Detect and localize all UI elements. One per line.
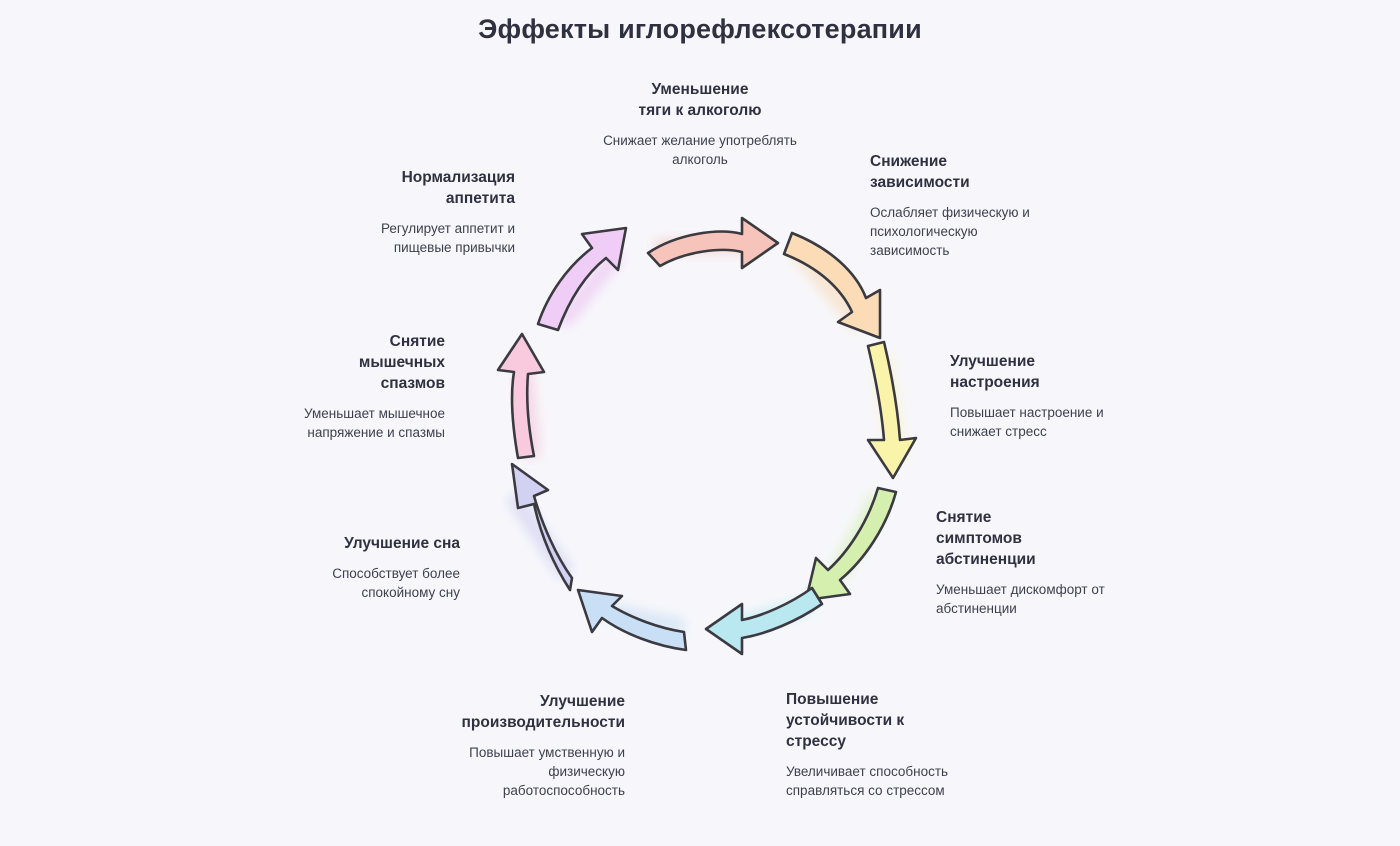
arrow-mood [868, 342, 916, 478]
node-stress-label: Повышение устойчивости к стрессу [786, 691, 905, 750]
node-spasm [300, 332, 445, 443]
node-stress [786, 690, 966, 801]
page-title: Эффекты иглорефлексотерапии [478, 14, 922, 44]
node-craving [600, 80, 800, 170]
arrow-stress [706, 588, 822, 654]
node-withdrawal [936, 508, 1121, 619]
node-performance [430, 692, 625, 801]
node-craving-label: Уменьшение тяги к алкоголю [638, 81, 762, 119]
node-withdrawal-label: Снятие симптомов абстиненции [936, 509, 1036, 568]
node-dependence-label: Снижение зависимости [870, 153, 970, 191]
node-dependence [870, 152, 1060, 261]
node-spasm-label: Снятие мышечных спазмов [358, 333, 445, 392]
node-spasm-desc: Уменьшает мышечное напряжение и спазмы [304, 405, 445, 440]
node-mood-desc: Повышает настроение и снижает стресс [950, 404, 1104, 439]
arrow-withdrawal [806, 488, 896, 600]
node-sleep [290, 534, 460, 603]
node-mood-label: Улучшение настроения [950, 353, 1040, 391]
node-performance-desc: Повышает умственную и физическую работоспособность [469, 744, 625, 798]
node-appetite-desc: Регулирует аппетит и пищевые привычки [380, 220, 515, 255]
node-sleep-label: Улучшение сна [344, 535, 460, 552]
node-stress-desc: Увеличивает способность справляться со стрессом [786, 763, 949, 798]
node-performance-label: Улучшение производительности [461, 693, 625, 731]
arrow-craving [648, 218, 778, 268]
arrow-dependence [784, 233, 880, 338]
node-sleep-desc: Способствует более спокойному сну [332, 565, 460, 600]
node-mood [950, 352, 1120, 442]
node-craving-desc: Снижает желание употреблять алкоголь [603, 132, 797, 167]
node-appetite-label: Нормализация аппетита [401, 169, 515, 207]
node-appetite [330, 168, 515, 258]
arrow-sleep [512, 464, 572, 590]
arrow-appetite [538, 228, 626, 330]
node-withdrawal-desc: Уменьшает дискомфорт от абстиненции [936, 581, 1105, 616]
node-dependence-desc: Ослабляет физическую и психологическую зависимость [870, 204, 1030, 258]
